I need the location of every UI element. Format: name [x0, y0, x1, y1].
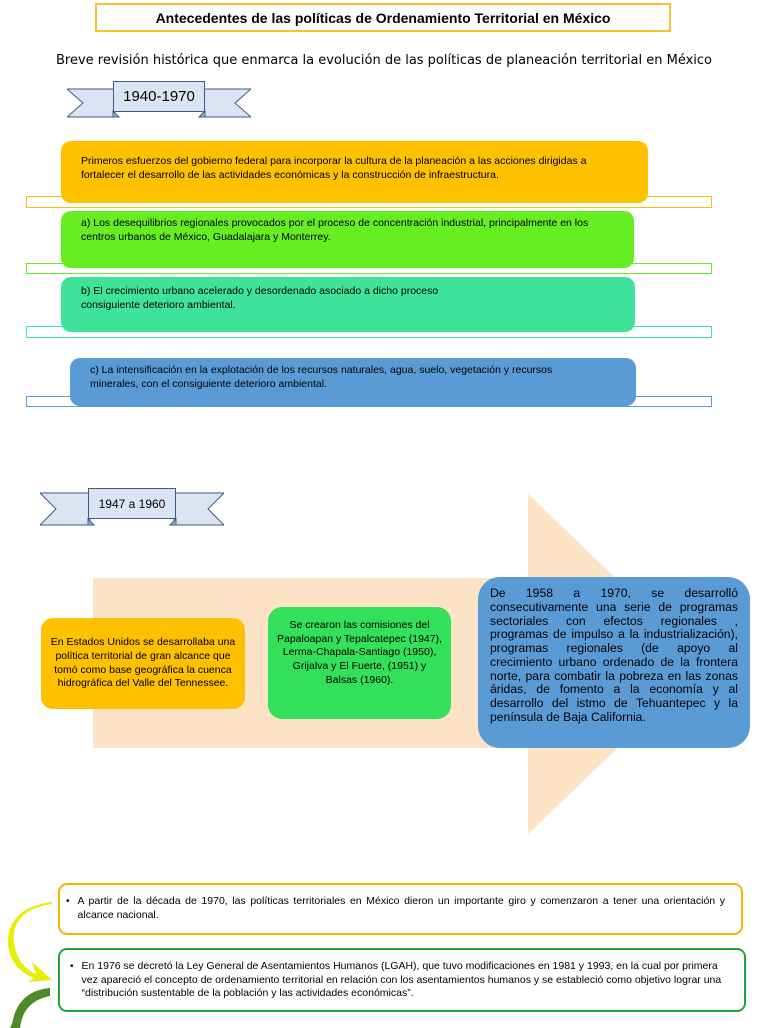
period-label-text: 1947 a 1960 — [98, 496, 166, 511]
card-resource-exploitation — [70, 358, 636, 406]
page-subtitle: Breve revisión histórica que enmarca la evolución de las políticas de planeación territorial en México — [55, 53, 712, 68]
card-text: De 1958 a 1970, se desarrolló consecutivamente una serie de programas sectoriales con efectos regionales , programas de impulso a la industrialización), programas regionales (de apoyo al crecimiento urbano ordenado de la frontera norte, para combatir la pobreza en las zonas áridas, de fomento a la economía y al desarrollo del istmo de Tehuantepec y la península de Baja California. — [490, 586, 738, 725]
bullet-box-lgah — [58, 948, 746, 1012]
card-sectoral-programs — [478, 577, 750, 748]
card-federal-efforts — [61, 141, 648, 203]
bullet-text: A partir de la década de 1970, las políticas territoriales en México dieron un importante giro y comenzaron a tener una orientación y alcance nacional. — [77, 895, 725, 921]
ribbon-banner-1940-1970 — [67, 80, 251, 120]
period-label-text: 1940-1970 — [123, 88, 195, 105]
card-text: c) La intensificación en la explotación de los recursos naturales, agua, suelo, vegetación y recursos minerales, con el consiguiente deterioro ambiental. — [90, 364, 553, 390]
card-text: b) El crecimiento urbano acelerado y desordenado asociado a dicho proceso consiguiente deterioro ambiental. — [81, 285, 439, 311]
bullet-box-1970s — [58, 883, 743, 935]
bullet-text: En 1976 se decretó la Ley General de Asentamientos Humanos (LGAH), que tuvo modificaciones en 1981 y 1993, en la cual por primera vez apareció el concepto de ordenamiento territorial en relación con los asentamientos humanos y se estableció como objetivo lograr una “distribución sustentable de la población y las actividades económicas”. — [81, 960, 722, 1000]
card-urban-growth — [61, 277, 635, 332]
curved-arrow-icon — [10, 988, 50, 1028]
card-regional-imbalances — [61, 211, 634, 268]
page-title-text: Antecedentes de las políticas de Ordenamiento Territorial en México — [155, 9, 611, 26]
card-text: a) Los desequilibrios regionales provocados por el proceso de concentración industrial, principalmente en los centros urbanos de México, Guadalajara y Monterrey. — [81, 217, 589, 243]
card-text: Se crearon las comisiones del Papaloapan y Tepalcatepec (1947), Lerma-Chapala-Santiago (1950), Grijalva y El Fuerte, (1951) y Balsas (1960). — [276, 619, 442, 686]
card-text: Primeros esfuerzos del gobierno federal para incorporar la cultura de la planeación a las acciones dirigidas a fortalecer el desarrollo de las actividades económicas y la construcción de infraestructura. — [81, 155, 587, 181]
card-tennessee-valley — [41, 618, 245, 709]
period-label-1940-1970 — [113, 81, 205, 112]
card-river-commissions — [268, 607, 451, 719]
page-title — [95, 3, 671, 32]
curved-arrow-icon — [8, 902, 56, 982]
bullet-icon: • — [70, 961, 74, 972]
card-text: En Estados Unidos se desarrollaba una política territorial de gran alcance que tomó como base geográfica la cuenca hidrográfica del Valle del Tennessee. — [50, 636, 236, 690]
bullet-icon: • — [66, 896, 70, 907]
